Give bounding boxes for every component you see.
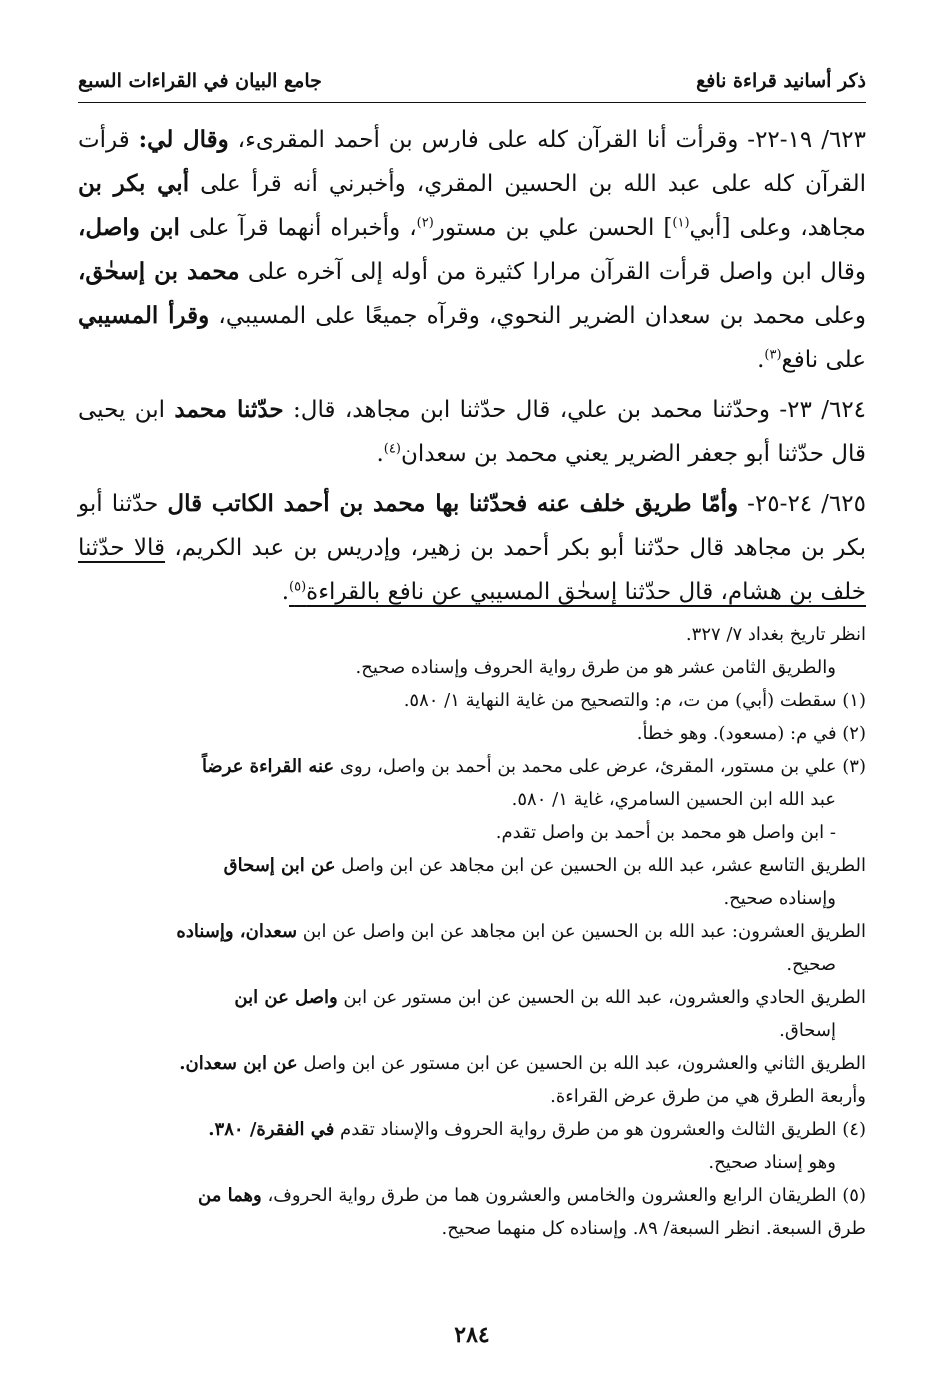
footnote-line [78, 917, 866, 947]
footnote-line: وأربعة الطرق هي من طرق عرض القراءة. [550, 1086, 866, 1107]
footnotes [78, 620, 866, 1247]
footnote-line: طرق السبعة. انظر السبعة/ ٨٩. وإسناده كل منهما صحيح. [441, 1218, 866, 1239]
text-segment: (٥) الطريقان الرابع والعشرون والخامس والعشرون هما من طرق رواية الحروف، [261, 1185, 866, 1206]
text-segment: الطريق الحادي والعشرون، عبد الله بن الحسين عن ابن مستور عن ابن [337, 987, 866, 1008]
text-segment: الطريق التاسع عشر، عبد الله بن الحسين عن ابن مجاهد عن ابن واصل [335, 855, 866, 876]
footnote-line [78, 1049, 866, 1079]
text-bold: أبي بكر بن [78, 170, 190, 197]
text-segment: على نافع [781, 347, 866, 373]
text-bold: حدّثنا محمد [174, 396, 284, 423]
text-segment: قالا حدّثنا خلف بن هشام، قال حدّثنا إسحٰق المسيبي عن نافع بالقراءة [78, 535, 866, 605]
footnote-line: انظر تاريخ بغداد ٧/ ٣٢٧. [685, 624, 866, 645]
paragraph-624 [78, 388, 866, 476]
text-bold: وهما من [198, 1185, 262, 1206]
footnote-line: والطريق الثامن عشر هو من طرق رواية الحروف وإسناده صحيح. [355, 657, 836, 678]
footnote-ref[interactable]: (٢) [416, 215, 434, 231]
paragraph-625 [78, 482, 866, 614]
text-bold: وأمّا طريق خلف عنه فحدّثنا بها محمد بن أحمد الكاتب قال [167, 490, 739, 517]
text-segment: (٤) الطريق الثالث والعشرون هو من طرق رواية الحروف والإسناد تقدم [334, 1119, 866, 1140]
main-text [78, 118, 866, 620]
text-bold: واصل عن ابن [234, 987, 338, 1008]
footnote-4 [78, 1115, 866, 1145]
text-segment: وقال ابن واصل قرأت القرآن مرارا كثيرة من أوله إلى آخره على [239, 259, 867, 285]
footnote-line [78, 983, 866, 1013]
page-number: ٢٨٤ [454, 1322, 490, 1348]
text-bold: عن ابن سعدان. [179, 1053, 298, 1074]
text-segment: مجاهد، وعلى [أبي [689, 215, 866, 241]
footnote-line: عبد الله ابن الحسين السامري، غاية ١/ ٥٨٠. [511, 789, 836, 810]
footnote-ref[interactable]: (١) [672, 215, 690, 231]
running-header [78, 62, 866, 103]
text-segment: ٦٢٤/ ٢٣- وحدّثنا محمد بن علي، قال حدّثنا ابن مجاهد، قال: [283, 397, 867, 423]
text-segment: قرأت القرآن كله على عبد الله بن الحسين المقري، وأخبرني أنه قرأ على [78, 127, 866, 197]
footnote-ref[interactable]: (٣) [764, 347, 782, 363]
text-segment: . [376, 441, 384, 467]
text-segment: ، وأخبراه أنهما قرآ على [179, 215, 417, 241]
footnote-ref[interactable]: (٤) [383, 441, 401, 457]
text-segment: حدّثنا أبو بكر بن مجاهد قال حدّثنا أبو بكر أحمد بن زهير، وإدريس بن عبد الكريم، [78, 491, 867, 561]
text-bold: ابن واصل، [78, 214, 180, 241]
text-segment: وعلى محمد بن سعدان الضرير النحوي، وقرآه جميعًا على المسيبي، [209, 303, 866, 329]
footnote-ref[interactable]: (٥) [289, 579, 307, 595]
chapter-title: ذكر أسانيد قراءة نافع [696, 70, 866, 92]
footnote-3 [78, 752, 866, 782]
footnote-line: إسحاق. [779, 1020, 836, 1041]
text-bold: عنه القراءة عرضاً [201, 756, 335, 777]
text-segment: (٣) علي بن مستور، المقرئ، عرض على محمد بن أحمد بن واصل، روى [334, 756, 866, 777]
text-bold: سعدان، وإسناده [176, 921, 298, 942]
footnote-line: صحيح. [786, 954, 836, 975]
text-segment: ابن يحيى قال حدّثنا أبو جعفر الضرير يعني محمد بن سعدان [78, 397, 866, 467]
footnote-1: (١) سقطت (أبي) من ت، م: والتصحيح من غاية النهاية ١/ ٥٨٠. [403, 690, 866, 711]
footnote-line [78, 851, 866, 881]
text-segment: الطريق العشرون: عبد الله بن الحسين عن ابن مجاهد عن ابن واصل عن ابن [297, 921, 866, 942]
text-bold: عن ابن إسحاق [223, 855, 336, 876]
text-segment: . [757, 347, 765, 373]
text-segment: ٦٢٣/ ١٩-٢٢- وقرأت أنا القرآن كله على فارس بن أحمد المقرىء، [228, 127, 867, 153]
footnote-line: وهو إسناد صحيح. [708, 1152, 836, 1173]
footnote-line: وإسناده صحيح. [723, 888, 836, 909]
text-bold: في الفقرة/ ٣٨٠. [208, 1119, 335, 1140]
text-segment: الطريق الثاني والعشرون، عبد الله بن الحسين عن ابن مستور عن ابن واصل [297, 1053, 866, 1074]
book-title: جامع البيان في القراءات السبع [78, 70, 322, 92]
footnote-5 [78, 1181, 866, 1211]
paragraph-623 [78, 118, 866, 382]
text-segment: ٦٢٥/ ٢٤-٢٥- [738, 491, 866, 517]
footnote-line: - ابن واصل هو محمد بن أحمد بن واصل تقدم. [495, 822, 836, 843]
text-bold: وقرأ المسيبي [78, 302, 210, 329]
footnote-2: (٢) في م: (مسعود). وهو خطأ. [636, 723, 866, 744]
text-segment: ] الحسن علي بن مستور [433, 215, 673, 241]
text-bold: محمد بن إسحٰق، [78, 258, 240, 285]
text-bold: وقال لي: [138, 126, 229, 153]
text-segment: . [281, 579, 289, 605]
